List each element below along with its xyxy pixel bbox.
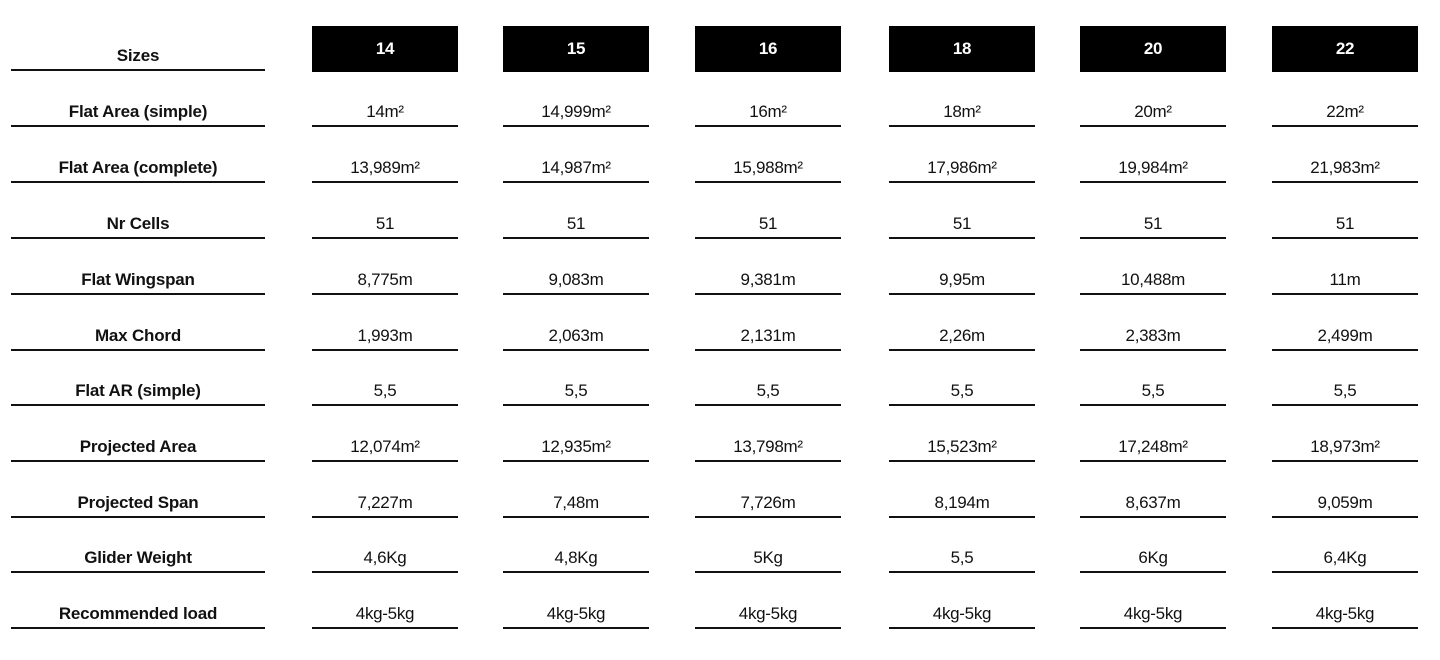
table-cell: 15,988m² (695, 158, 841, 183)
table-row (0, 548, 1440, 604)
table-row (0, 214, 1440, 270)
table-cell: 4kg-5kg (695, 604, 841, 629)
size-header-16: 16 (695, 26, 841, 72)
table-cell: 17,986m² (889, 158, 1035, 183)
table-cell: 7,726m (695, 493, 841, 518)
row-label: Recommended load (11, 604, 265, 629)
row-label: Projected Area (11, 437, 265, 462)
table-row (0, 437, 1440, 493)
table-cell: 4,8Kg (503, 548, 649, 573)
table-cell: 4kg-5kg (1080, 604, 1226, 629)
size-header-15: 15 (503, 26, 649, 72)
row-label: Flat AR (simple) (11, 381, 265, 406)
table-cell: 2,383m (1080, 326, 1226, 351)
row-label: Glider Weight (11, 548, 265, 573)
table-cell: 5,5 (503, 381, 649, 406)
table-cell: 11m (1272, 270, 1418, 295)
table-cell: 2,499m (1272, 326, 1418, 351)
table-cell: 5,5 (889, 381, 1035, 406)
table-cell: 4kg-5kg (503, 604, 649, 629)
table-cell: 5,5 (312, 381, 458, 406)
size-header-22: 22 (1272, 26, 1418, 72)
size-header-18: 18 (889, 26, 1035, 72)
table-cell: 51 (889, 214, 1035, 239)
table-cell: 4,6Kg (312, 548, 458, 573)
row-label: Max Chord (11, 326, 265, 351)
table-cell: 8,637m (1080, 493, 1226, 518)
table-cell: 5,5 (889, 548, 1035, 573)
table-cell: 5Kg (695, 548, 841, 573)
table-cell: 14,987m² (503, 158, 649, 183)
table-cell: 4kg-5kg (1272, 604, 1418, 629)
table-row (0, 326, 1440, 382)
table-cell: 14,999m² (503, 102, 649, 127)
table-row (0, 604, 1440, 660)
table-cell: 17,248m² (1080, 437, 1226, 462)
table-cell: 5,5 (695, 381, 841, 406)
table-cell: 7,227m (312, 493, 458, 518)
table-cell: 14m² (312, 102, 458, 127)
table-cell: 8,775m (312, 270, 458, 295)
table-row (0, 381, 1440, 437)
table-cell: 12,935m² (503, 437, 649, 462)
row-label: Flat Area (simple) (11, 102, 265, 127)
table-cell: 4kg-5kg (889, 604, 1035, 629)
table-cell: 2,063m (503, 326, 649, 351)
table-cell: 10,488m (1080, 270, 1226, 295)
row-label: Projected Span (11, 493, 265, 518)
header-row (0, 0, 1440, 65)
table-cell: 13,989m² (312, 158, 458, 183)
table-cell: 9,059m (1272, 493, 1418, 518)
table-cell: 21,983m² (1272, 158, 1418, 183)
table-cell: 8,194m (889, 493, 1035, 518)
table-cell: 51 (1272, 214, 1418, 239)
table-cell: 51 (695, 214, 841, 239)
table-cell: 51 (503, 214, 649, 239)
table-cell: 9,083m (503, 270, 649, 295)
table-cell: 18,973m² (1272, 437, 1418, 462)
table-cell: 18m² (889, 102, 1035, 127)
table-row (0, 270, 1440, 326)
table-cell: 9,381m (695, 270, 841, 295)
row-label: Flat Wingspan (11, 270, 265, 295)
table-cell: 15,523m² (889, 437, 1035, 462)
table-cell: 22m² (1272, 102, 1418, 127)
table-row (0, 158, 1440, 214)
table-cell: 12,074m² (312, 437, 458, 462)
table-cell: 1,993m (312, 326, 458, 351)
size-header-20: 20 (1080, 26, 1226, 72)
table-cell: 2,26m (889, 326, 1035, 351)
table-cell: 4kg-5kg (312, 604, 458, 629)
table-cell: 16m² (695, 102, 841, 127)
table-cell: 20m² (1080, 102, 1226, 127)
row-label: Nr Cells (11, 214, 265, 239)
table-cell: 5,5 (1080, 381, 1226, 406)
table-cell: 51 (1080, 214, 1226, 239)
row-label: Flat Area (complete) (11, 158, 265, 183)
sizes-header-label: Sizes (11, 46, 265, 71)
table-cell: 6Kg (1080, 548, 1226, 573)
table-cell: 7,48m (503, 493, 649, 518)
table-cell: 51 (312, 214, 458, 239)
table-cell: 9,95m (889, 270, 1035, 295)
table-row (0, 493, 1440, 549)
table-cell: 2,131m (695, 326, 841, 351)
table-cell: 13,798m² (695, 437, 841, 462)
size-header-14: 14 (312, 26, 458, 72)
table-cell: 5,5 (1272, 381, 1418, 406)
table-cell: 6,4Kg (1272, 548, 1418, 573)
table-row (0, 102, 1440, 158)
table-cell: 19,984m² (1080, 158, 1226, 183)
